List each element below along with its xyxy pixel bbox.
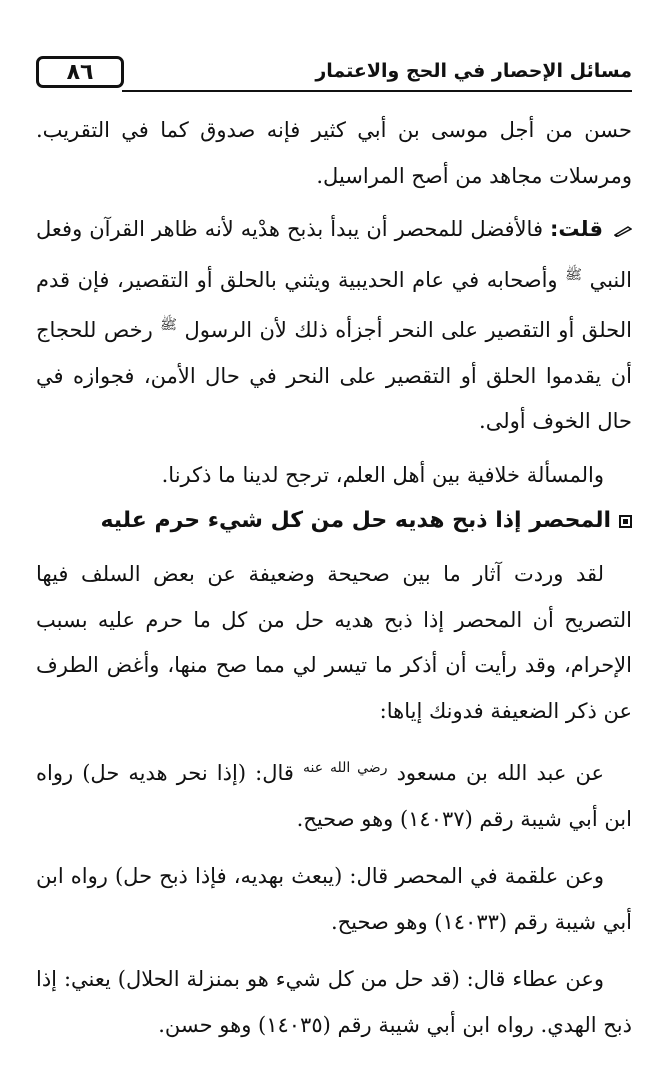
square-bullet-icon — [619, 515, 632, 528]
qult-text-part3: رخص للحجاج أن يقدموا الحلق أو التقصير على النحر في حال الأمن، فجوازه في حال الخوف أولى. — [36, 318, 632, 433]
paragraph-alqama: وعن علقمة في المحصر قال: (يبعث بهديه، فإذا ذبح حل) رواه ابن أبي شيبة رقم (١٤٠٣٣) وهو صحيح. — [36, 864, 632, 934]
section-heading — [36, 498, 632, 544]
ibn-masud-text-part1: عن عبد الله بن مسعود — [396, 761, 604, 785]
qult-text-part1: فالأفضل للمحصر أن يبدأ بذبح هدْيه لأنه ظاهر القرآن وفعل النبي — [36, 217, 632, 292]
paragraph-ibn-masud — [36, 746, 632, 842]
page-body — [36, 108, 632, 1048]
qult-text-part2: وأصحابه في عام الحديبية ويثني بالحلق أو التقصير، فإن قدم الحلق أو التقصير على النحر أجزأه ذلك لأن الرسول — [36, 267, 632, 342]
page-number: ٨٦ — [36, 56, 124, 88]
paragraph-ata: وعن عطاء قال: (قد حل من كل شيء هو بمنزلة الحلال) يعني: إذا ذبح الهدي. رواه ابن أبي شيبة رقم (١٤٠٣٥) وهو حسن. — [36, 967, 632, 1037]
paragraph-qult — [36, 207, 632, 445]
pen-icon — [614, 225, 632, 237]
paragraph-athar-intro: لقد وردت آثار ما بين صحيحة وضعيفة عن بعض السلف فيها التصريح أن المحصر إذا ذبح هديه حل من كل ما حرم عليه بسبب الإحرام، وقد رأيت أن أذكر ما تيسر لي مما صح منها، وأغض الطرف عن ذكر الضعيفة فدونك إياها: — [36, 562, 632, 723]
paragraph-khilafiyya: والمسألة خلافية بين أهل العلم، ترجح لدينا ما ذكرنا. — [161, 462, 604, 487]
header-rule — [122, 90, 632, 92]
page-header — [36, 56, 632, 94]
running-title: مسائل الإحصار في الحج والاعتمار — [315, 60, 632, 82]
paragraph-continuation: حسن من أجل موسى بن أبي كثير فإنه صدوق كما في التقريب. ومرسلات مجاهد من أصح المراسيل. — [36, 118, 632, 188]
section-heading-text: المحصر إذا ذبح هديه حل من كل شيء حرم عليه — [100, 508, 611, 533]
salla-honorific-1: ﷺ — [565, 266, 583, 283]
radiya-honorific: رضي الله عنه — [303, 760, 388, 776]
salla-honorific-2: ﷺ — [160, 317, 178, 333]
qult-label: قلت: — [550, 217, 603, 241]
ibn-masud-text-part2: قال: (إذا نحر هديه حل) رواه ابن أبي شيبة رقم (١٤٠٣٧) وهو صحيح. — [36, 761, 632, 831]
